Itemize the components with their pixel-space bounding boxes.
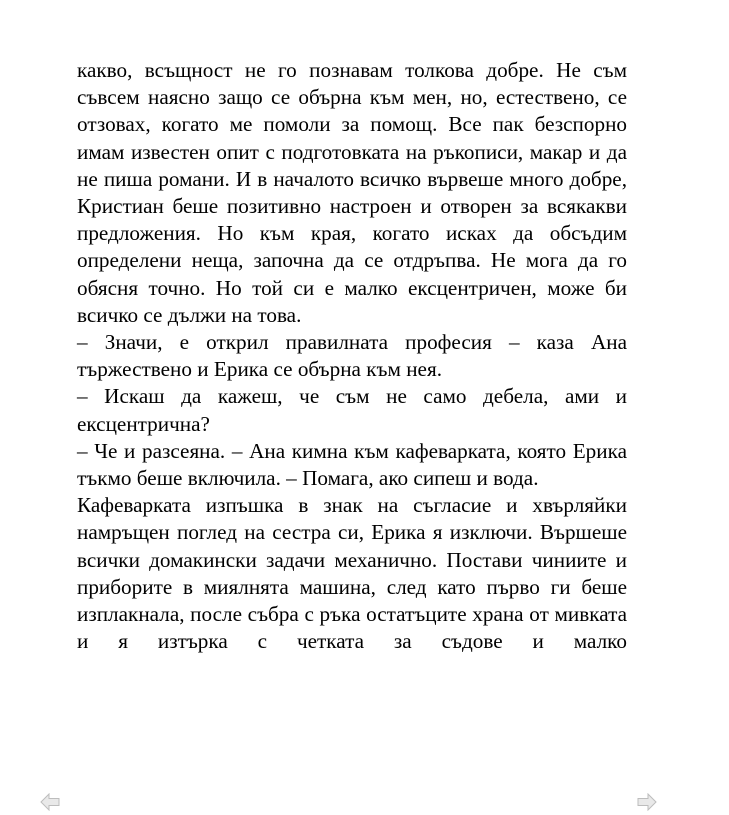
paragraph: – Значи, е открил правилната професия – каза Ана тържествено и Ерика се обърна към нея. — [77, 330, 627, 382]
left-arrow-icon — [40, 793, 60, 811]
paragraph: – Че и разсеяна. – Ана кимна към кафеварката, която Ерика тъкмо беше включила. – Помага, ако сипеш и вода. — [77, 438, 627, 491]
next-page-button[interactable] — [637, 793, 657, 811]
paragraph: – Искаш да кажеш, че съм не само дебела, ами и ексцентрична? — [77, 384, 627, 436]
paragraph: какво, всъщност не го познавам толкова добре. Не съм съвсем наясно защо се обърна към мен, но, естествено, се отзовах, когато ме помоли за помощ. Все пак безспорно имам известен опит с подготовката на ръкописи, макар и да не пиша романи. И в началото всичко вървеше много добре, Кристиан беше позитивно настроен и отворен за всякакви предложения. Но към края, когато исках да обсъдим определени неща, започна да се отдръпва. Не мога да го обясня точно. Но той си е малко ексцентричен, може би всичко се дължи на това. — [77, 58, 627, 327]
last-paragraph: Кафеварката изпъшка в знак на съгласие и хвърляйки намръщен поглед на сестра си, Ерика я изключи. Вършеше всички домакински задачи механично. Постави чиниите и приборите в миялнята машина, след като първо ги беше изплакнала, после събра с ръка остатъците храна от мивката и я изтърка с четката за съдове и малко — [77, 493, 627, 654]
previous-page-button[interactable] — [40, 793, 60, 811]
right-arrow-icon — [637, 793, 657, 811]
page-body — [77, 57, 627, 655]
